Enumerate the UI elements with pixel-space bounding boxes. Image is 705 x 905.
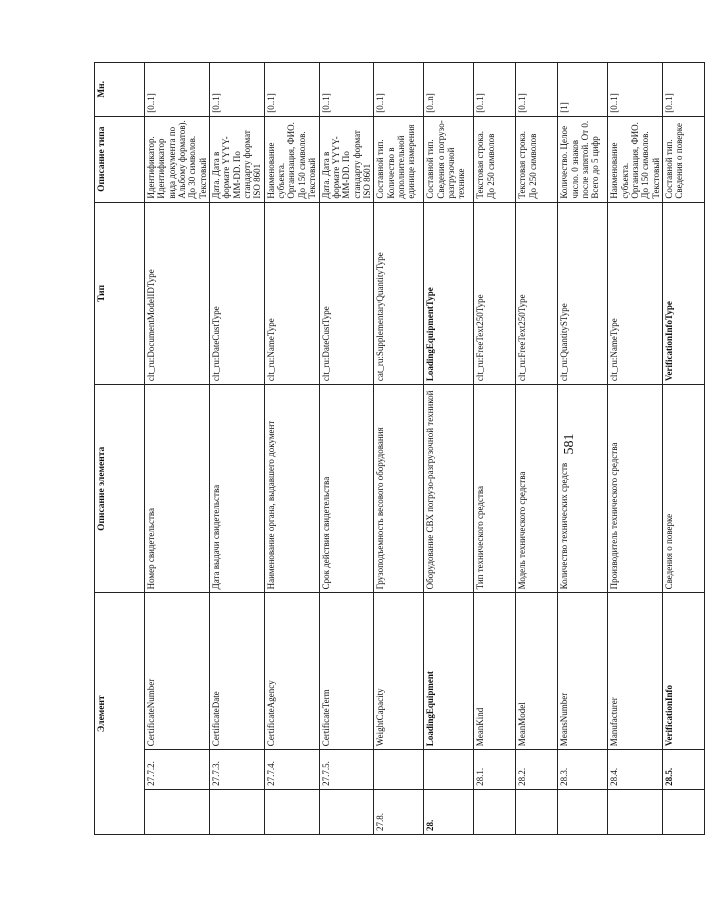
row-section-number: 28. — [424, 789, 474, 834]
row-multiplicity: [1] — [558, 63, 608, 117]
header-element-desc: Описание элемента — [95, 385, 145, 593]
row-type-description: Составной тип. Сведения о поверке — [662, 116, 704, 202]
row-element-description: Оборудование СВХ погрузо-разгрузочной техникой — [424, 385, 474, 593]
row-type-description: Наименование субъекта. Организация, ФИО. До 150 символов. Текстовый — [608, 116, 663, 202]
table-row — [145, 63, 210, 835]
table-row — [474, 63, 516, 835]
row-item-number — [374, 750, 424, 790]
row-type: VerificationInfoType — [662, 202, 704, 385]
row-multiplicity: [0..1] — [210, 63, 265, 117]
row-type: clt_ru:NameType — [264, 202, 319, 385]
row-element-description: Дата выдачи свидетельства — [210, 385, 265, 593]
row-item-number: 28.4. — [608, 750, 663, 790]
table-row — [424, 63, 474, 835]
row-multiplicity: [0..1] — [319, 63, 374, 117]
row-multiplicity: [0..1] — [662, 63, 704, 117]
row-type-description: Составной тип. Количество в дополнительной единице измерения — [374, 116, 424, 202]
row-section-number: 27.8. — [374, 789, 424, 834]
table-row — [264, 63, 319, 835]
row-type: clt_ru:DateCustType — [210, 202, 265, 385]
table-row — [210, 63, 265, 835]
row-element-name: CertificateAgency — [264, 593, 319, 750]
row-type: cat_ru:SupplementaryQuantityType — [374, 202, 424, 385]
row-type: clt_ru:FreeText250Type — [516, 202, 558, 385]
row-section-number — [558, 789, 608, 834]
table-row — [374, 63, 424, 835]
row-element-name: MeanKind — [474, 593, 516, 750]
row-section-number — [210, 789, 265, 834]
row-section-number — [319, 789, 374, 834]
row-element-name: MeanModel — [516, 593, 558, 750]
row-type: clt_ru:NameType — [608, 202, 663, 385]
row-element-description: Грузоподъемность весового оборудования — [374, 385, 424, 593]
header-element: Элемент — [95, 593, 145, 835]
row-section-number — [662, 789, 704, 834]
row-element-description: Производитель технического средства — [608, 385, 663, 593]
row-item-number: 28.3. — [558, 750, 608, 790]
row-item-number — [424, 750, 474, 790]
row-element-name: LoadingEquipment — [424, 593, 474, 750]
row-type: clt_ru:QuantitySType — [558, 202, 608, 385]
row-multiplicity: [0..1] — [145, 63, 210, 117]
row-element-description: Срок действия свидетельства — [319, 385, 374, 593]
row-section-number — [264, 789, 319, 834]
table-row — [319, 63, 374, 835]
row-multiplicity: [0..1] — [264, 63, 319, 117]
element-table — [94, 62, 705, 835]
table-row — [608, 63, 663, 835]
table-row — [558, 63, 608, 835]
row-element-name: CertificateDate — [210, 593, 265, 750]
row-element-name: WeightCapacity — [374, 593, 424, 750]
row-item-number: 27.7.5. — [319, 750, 374, 790]
row-item-number: 28.1. — [474, 750, 516, 790]
row-type: clt_ru:DateCustType — [319, 202, 374, 385]
row-element-description: Номер свидетельства — [145, 385, 210, 593]
row-element-description: Количество технических средств — [558, 385, 608, 593]
page-number: 581 — [562, 433, 577, 455]
header-type: Тип — [95, 202, 145, 385]
row-element-description: Сведения о поверке — [662, 385, 704, 593]
row-section-number — [516, 789, 558, 834]
row-multiplicity: [0..n] — [424, 63, 474, 117]
row-item-number: 27.7.3. — [210, 750, 265, 790]
row-item-number: 28.5. — [662, 750, 704, 790]
row-type-description: Идентификатор. Идентификатор вида документа по Альбому форматов). До 30 символов. Текстовый — [145, 116, 210, 202]
row-multiplicity: [0..1] — [608, 63, 663, 117]
row-item-number: 27.7.2. — [145, 750, 210, 790]
row-type: clt_ru:DocumentModelIDType — [145, 202, 210, 385]
row-element-description: Наименование органа, выдавшего документ — [264, 385, 319, 593]
table-row — [516, 63, 558, 835]
row-section-number — [474, 789, 516, 834]
row-type-description: Дата. Дата в формате YYYY-MM-DD. По стандарту формат ISO 8601 — [210, 116, 265, 202]
row-type-description: Составной тип. Сведения о погрузо-разгрузочной технике — [424, 116, 474, 202]
row-type: clt_ru:FreeText250Type — [474, 202, 516, 385]
row-element-name: CertificateTerm — [319, 593, 374, 750]
header-type-desc: Описание типа — [95, 116, 145, 202]
row-type-description: Текстовая строка. До 250 символов — [516, 116, 558, 202]
header-multiplicity: Мн. — [95, 63, 145, 117]
row-element-name: Manufacturer — [608, 593, 663, 750]
row-type-description: Текстовая строка. До 250 символов — [474, 116, 516, 202]
rotated-table-wrapper — [94, 62, 685, 835]
row-element-description: Модель технического средства — [516, 385, 558, 593]
row-section-number — [145, 789, 210, 834]
row-element-description: Тип технического средства — [474, 385, 516, 593]
row-type-description: Дата. Дата в формате YYYY-MM-DD. По стандарту формат ISO 8601 — [319, 116, 374, 202]
row-element-name: MeansNumber — [558, 593, 608, 750]
row-item-number: 27.7.4. — [264, 750, 319, 790]
row-section-number — [608, 789, 663, 834]
row-multiplicity: [0..1] — [516, 63, 558, 117]
row-item-number: 28.2. — [516, 750, 558, 790]
row-type-description: Количество. Целое число. 0 знаков после запятой. От 0. Всего до 5 цифр — [558, 116, 608, 202]
row-multiplicity: [0..1] — [474, 63, 516, 117]
row-type-description: Наименование субъекта. Организация, ФИО. До 150 символов. Текстовый — [264, 116, 319, 202]
row-element-name: VerificationInfo — [662, 593, 704, 750]
row-type: LoadingEquipmentType — [424, 202, 474, 385]
table-row — [662, 63, 704, 835]
row-element-name: CertificateNumber — [145, 593, 210, 750]
row-multiplicity: [0..1] — [374, 63, 424, 117]
table-header-row — [95, 63, 145, 835]
